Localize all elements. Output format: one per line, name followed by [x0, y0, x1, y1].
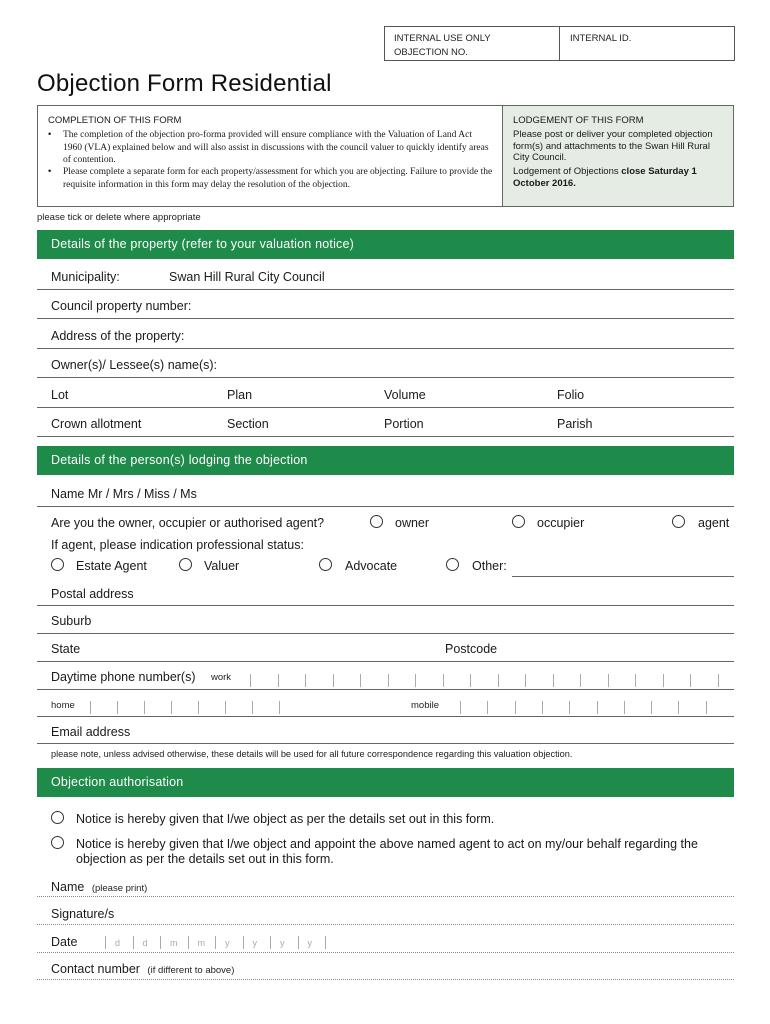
email-label: Email address	[51, 725, 131, 739]
lodgement-text-1: Please post or deliver your completed objection form(s) and attachments to the Swan Hill Rural City Council.	[513, 129, 713, 163]
address-label: Address of the property:	[51, 329, 185, 343]
date-divider	[105, 936, 106, 949]
phone-digit-divider	[706, 701, 707, 714]
phone-digit-divider	[498, 674, 499, 687]
internal-use-box	[384, 26, 735, 61]
phone-digit-divider	[279, 701, 280, 714]
owners-label: Owner(s)/ Lessee(s) name(s):	[51, 358, 218, 372]
phone-digit-divider	[388, 674, 389, 687]
name-label: Name Mr / Mrs / Miss / Ms	[51, 487, 197, 501]
date-char-placeholder: y	[280, 938, 285, 948]
phone-digit-divider	[553, 674, 554, 687]
phone-digit-divider	[144, 701, 145, 714]
phone-digit-divider	[443, 674, 444, 687]
advocate-radio[interactable]	[319, 558, 332, 571]
phone-digit-divider	[690, 674, 691, 687]
phone-digit-divider	[333, 674, 334, 687]
phone-digit-divider	[252, 701, 253, 714]
phone-digit-divider	[569, 701, 570, 714]
notice-2-text: Notice is hereby given that I/we object and appoint the above named agent to act on my/our behalf regarding the objection as per the details set out in this form.	[76, 837, 698, 866]
phone-digit-divider	[198, 701, 199, 714]
council-number-label: Council property number:	[51, 299, 192, 313]
phone-digit-divider	[278, 674, 279, 687]
objection-no-label: OBJECTION NO.	[394, 47, 468, 58]
lodgement-panel	[502, 106, 733, 206]
postcode-label: Postcode	[445, 642, 498, 656]
phone-digit-divider	[171, 701, 172, 714]
phone-digit-divider	[305, 674, 306, 687]
phone-digit-divider	[635, 674, 636, 687]
mobile-label: mobile	[411, 700, 439, 711]
internal-use-only-label: INTERNAL USE ONLY	[394, 33, 491, 44]
state-field[interactable]	[37, 661, 734, 662]
date-line	[37, 952, 734, 953]
valuer-label: Valuer	[204, 559, 240, 573]
phone-digit-divider	[718, 674, 719, 687]
authorisation-section-header: Objection authorisation	[37, 768, 734, 797]
phone-digit-divider	[250, 674, 251, 687]
owner-label: owner	[395, 516, 430, 530]
estate-agent-label: Estate Agent	[76, 559, 147, 573]
if-agent-label: If agent, please indication professional status:	[51, 538, 304, 552]
contact-field[interactable]	[37, 979, 734, 980]
date-label: Date	[51, 935, 78, 949]
phone-digit-divider	[597, 701, 598, 714]
contact-label: Contact number (if different to above)	[51, 962, 235, 976]
internal-id-label: INTERNAL ID.	[570, 33, 632, 44]
email-field[interactable]	[37, 743, 734, 744]
postal-field[interactable]	[37, 605, 734, 606]
info-box	[37, 105, 734, 207]
date-char-placeholder: y	[307, 938, 312, 948]
date-divider	[215, 936, 216, 949]
lodgement-heading: LODGEMENT OF THIS FORM	[513, 115, 644, 126]
plan-label: Plan	[227, 388, 253, 402]
date-char-placeholder: m	[197, 938, 205, 948]
other-field[interactable]	[512, 576, 734, 577]
notice-1-text: Notice is hereby given that I/we object as per the details set out in this form.	[76, 812, 495, 826]
home-label: home	[51, 700, 75, 711]
property-section-header: Details of the property (refer to your valuation notice)	[37, 230, 734, 259]
home-phone-field[interactable]	[37, 716, 734, 717]
council-number-field[interactable]	[37, 318, 734, 319]
phone-digit-divider	[624, 701, 625, 714]
estate-agent-radio[interactable]	[51, 558, 64, 571]
completion-bullet-2: • Please complete a separate form for each property/assessment for which you are objecting. Failure to provide the requisite information in this form may delay the resolution of the objection.	[48, 166, 493, 190]
date-divider	[325, 936, 326, 949]
completion-heading: COMPLETION OF THIS FORM	[48, 115, 182, 126]
agent-label: agent	[698, 516, 730, 530]
municipality-label: Municipality:	[51, 270, 120, 284]
phone-digit-divider	[360, 674, 361, 687]
signature-field[interactable]	[37, 924, 734, 925]
date-divider	[243, 936, 244, 949]
phone-digit-divider	[515, 701, 516, 714]
other-label: Other:	[472, 559, 507, 573]
lot-row-field[interactable]	[37, 407, 734, 408]
lot-label: Lot	[51, 388, 69, 402]
are-you-label: Are you the owner, occupier or authorised agent?	[51, 516, 325, 530]
address-field[interactable]	[37, 348, 734, 349]
date-char-placeholder: d	[142, 938, 148, 948]
date-divider	[298, 936, 299, 949]
volume-label: Volume	[384, 388, 426, 402]
other-radio[interactable]	[446, 558, 459, 571]
municipality-field[interactable]	[37, 289, 734, 290]
date-char-placeholder: m	[170, 938, 178, 948]
state-label: State	[51, 642, 81, 656]
phone-digit-divider	[90, 701, 91, 714]
signature-label: Signature/s	[51, 907, 115, 921]
phone-digit-divider	[460, 701, 461, 714]
lodgement-text-2: Lodgement of Objections close Saturday 1 October 2016.	[513, 166, 697, 189]
work-label: work	[211, 672, 232, 683]
portion-label: Portion	[384, 417, 424, 431]
phone-digit-divider	[525, 674, 526, 687]
phone-digit-divider	[542, 701, 543, 714]
notice-1-radio[interactable]	[51, 811, 64, 824]
phone-digit-divider	[651, 701, 652, 714]
date-char-placeholder: y	[225, 938, 230, 948]
work-phone-field[interactable]	[37, 689, 734, 690]
phone-digit-divider	[663, 674, 664, 687]
date-divider	[160, 936, 161, 949]
municipality-value: Swan Hill Rural City Council	[169, 270, 325, 284]
phone-digit-divider	[225, 701, 226, 714]
phone-digit-divider	[678, 701, 679, 714]
parish-label: Parish	[557, 417, 593, 431]
notice-2-radio[interactable]	[51, 836, 64, 849]
section-label: Section	[227, 417, 269, 431]
tick-note: please tick or delete where appropriate	[37, 212, 201, 223]
auth-name-label: Name (please print)	[51, 880, 148, 894]
daytime-phone-label: Daytime phone number(s)	[51, 670, 196, 684]
postal-label: Postal address	[51, 587, 134, 601]
date-char-placeholder: d	[115, 938, 121, 948]
person-section-header: Details of the person(s) lodging the objection	[37, 446, 734, 475]
advocate-label: Advocate	[345, 559, 398, 573]
date-divider	[188, 936, 189, 949]
folio-label: Folio	[557, 388, 585, 402]
phone-digit-divider	[580, 674, 581, 687]
phone-digit-divider	[487, 701, 488, 714]
date-divider	[133, 936, 134, 949]
page-title: Objection Form Residential	[37, 70, 332, 97]
auth-name-field[interactable]	[37, 896, 734, 897]
occupier-radio[interactable]	[512, 515, 525, 528]
completion-bullet-1: • The completion of the objection pro-forma provided will ensure compliance with the Valuation of Land Act 1960 (VLA) explained below and will also assist in discussions with the council valuer to quickly identify areas of contention.	[48, 129, 489, 165]
owner-radio[interactable]	[370, 515, 383, 528]
date-char-placeholder: y	[252, 938, 257, 948]
phone-digit-divider	[117, 701, 118, 714]
owners-field[interactable]	[37, 377, 734, 378]
phone-digit-divider	[415, 674, 416, 687]
suburb-field[interactable]	[37, 633, 734, 634]
correspondence-note: please note, unless advised otherwise, these details will be used for all future correspondence regarding this valuation objection.	[51, 749, 573, 759]
crown-row-field[interactable]	[37, 436, 734, 437]
agent-radio[interactable]	[672, 515, 685, 528]
crown-allotment-label: Crown allotment	[51, 417, 142, 431]
name-field[interactable]	[37, 506, 734, 507]
suburb-label: Suburb	[51, 614, 92, 628]
phone-digit-divider	[608, 674, 609, 687]
date-divider	[270, 936, 271, 949]
phone-digit-divider	[470, 674, 471, 687]
valuer-radio[interactable]	[179, 558, 192, 571]
occupier-label: occupier	[537, 516, 585, 530]
